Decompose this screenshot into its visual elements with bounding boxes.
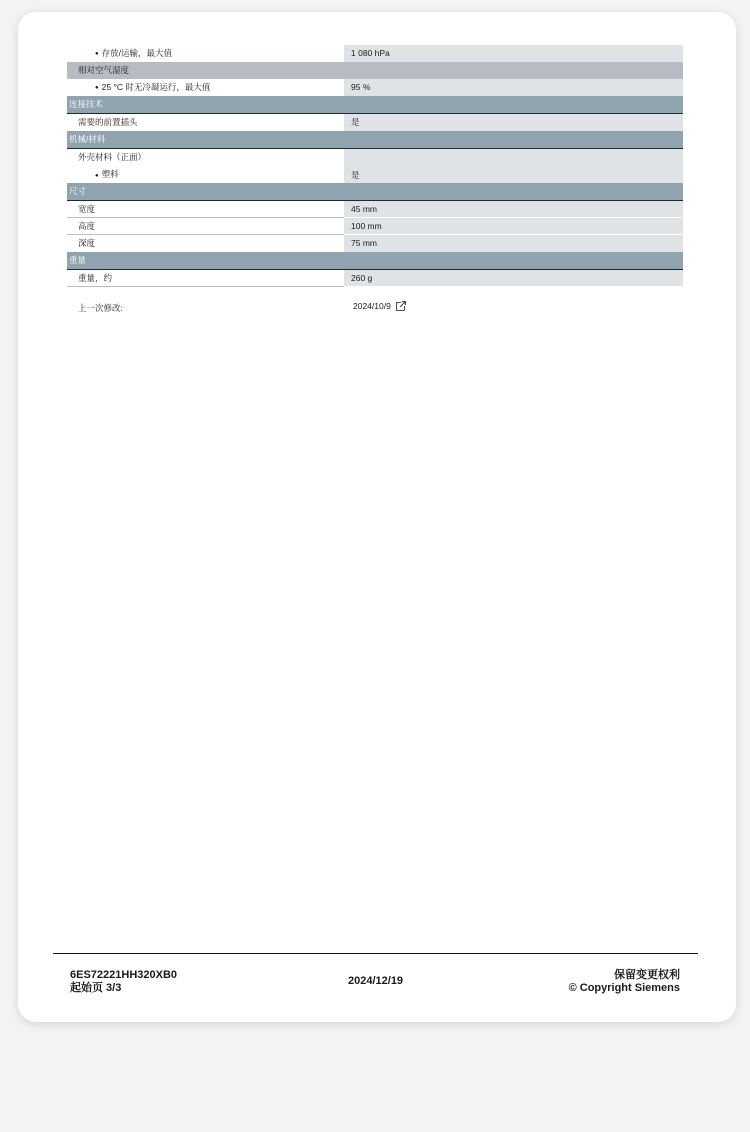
row-value: 95 % [344,79,683,96]
datasheet-page [18,12,736,1022]
last-modified-value: 2024/10/9 [353,301,391,311]
table-row [67,235,683,252]
row-label: ● 25 °C 时无冷凝运行，最大值 [67,79,344,96]
row-label: 外壳材料（正面） [78,152,147,163]
row-sublabel: ● 塑料 [78,170,119,179]
row-label: 深度 [78,238,96,249]
row-label: 需要的前置插头 [78,117,138,128]
section-label: 重量 [69,255,87,266]
section-header [67,183,683,201]
copyright-notice: © Copyright Siemens [568,982,680,994]
footer-date: 2024/12/19 [348,975,404,987]
section-label: 机械/材料 [69,134,106,145]
row-value: 100 mm [344,218,683,235]
footer-right [569,969,680,995]
row-value: 是 [344,114,683,131]
table-row [67,79,683,96]
article-number: 6ES72221HH320XB0 [70,969,178,981]
footer-left [70,969,177,995]
table-row [67,45,683,62]
last-modified-link[interactable] [353,301,406,311]
external-link-icon[interactable] [396,301,406,311]
table-row [67,149,683,183]
section-label: 连接技术 [69,99,104,110]
section-header [67,252,683,270]
row-value: 1 080 hPa [344,45,683,62]
row-label-group [67,149,344,183]
row-value: 45 mm [344,201,683,218]
spec-table [67,45,683,287]
row-label: 重量，约 [67,270,344,287]
table-row [67,270,683,287]
table-row [67,218,683,235]
table-row [67,201,683,218]
footer-divider [53,953,698,954]
row-label: 高度 [67,218,344,235]
rights-notice: 保留变更权利 [614,969,680,981]
section-header [67,131,683,149]
row-value: 75 mm [344,235,683,252]
subsection-header [67,62,683,79]
subsection-label: 相对空气湿度 [78,65,130,76]
row-value: 是 [344,149,683,183]
section-header [67,96,683,114]
table-row [67,114,683,131]
row-label: ● 存放/运输，最大值 [67,45,344,62]
section-label: 尺寸 [69,186,87,197]
page-number: 起始页 3/3 [70,982,122,994]
row-value: 260 g [344,270,683,287]
row-label: 宽度 [67,201,344,218]
last-modified-label: 上一次修改: [78,303,123,313]
